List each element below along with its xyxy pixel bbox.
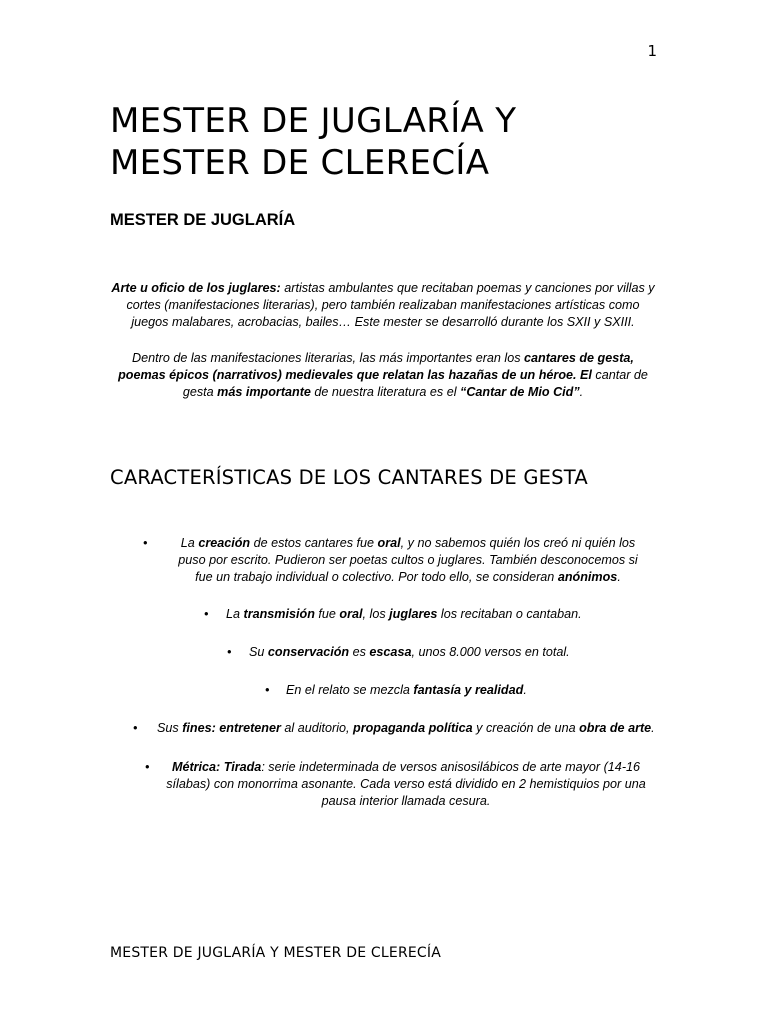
bullet2-bold-3: juglares [389,607,438,621]
bullet6-text-1: : serie indeterminada de versos anisosilábicos de arte mayor (14-16 sílabas) con monorrima asonante. Cada verso está dividido en 2 hemistiquios por una pausa interior llamada cesura. [166,760,646,808]
bullet2-text-4: los recitaban o cantaban. [437,607,582,621]
bullet2-bold-2: oral [339,607,363,621]
para2-bold-2: más importante [217,385,311,399]
bullet3-text-2: es [349,645,370,659]
title-line-1: MESTER DE JUGLARÍA Y [110,101,517,141]
para2-text-3: de nuestra literatura es el [310,385,461,399]
bullet-marker: • [204,607,209,621]
para2-text-4: . [579,385,584,399]
bullet6-bold-1: Métrica: Tirada [171,760,262,774]
para2-bold-1: cantares de gesta, poemas épicos (narrativos) medievales que relatan las hazañas de un héroe. El [118,351,634,382]
bullet5-bold-2: propaganda política [353,721,473,735]
bullet5-bold-3: obra de arte [579,721,652,735]
bullet3-bold-2: escasa [369,645,412,659]
bullet1-text-2: de estos cantares fue [250,536,378,550]
bullet3-text-3: , unos 8.000 versos en total. [411,645,570,659]
bullet-marker: • [227,645,232,659]
bullet1-bold-3: anónimos [557,570,618,584]
bullet3-text-1: Su [249,645,268,659]
bullet-item-fines [157,720,657,737]
bullet5-text-1: Sus [157,721,183,735]
bullet4-text-2: . [523,683,527,697]
bullet-item-creacion [168,535,648,586]
bullet2-text-1: La [226,607,244,621]
bullet4-text-1: En el relato se mezcla [286,683,414,697]
bullet1-bold-2: oral [377,536,401,550]
bullet4-bold-1: fantasía y realidad [413,683,524,697]
para2-bold-3: “Cantar de Mio Cid” [460,385,580,399]
bullet-marker: • [143,536,148,550]
characteristics-heading: CARACTERÍSTICAS DE LOS CANTARES DE GESTA [110,466,588,489]
title-line-2: MESTER DE CLERECÍA [110,143,490,183]
bullet-marker: • [145,760,150,774]
bullet-item-relato [286,682,646,699]
bullet5-text-3: y creación de una [472,721,580,735]
bullet2-text-3: , los [362,607,390,621]
para2-text-2: cantar de gesta [182,368,648,399]
paragraph-juglares [110,280,656,331]
bullet1-text-3: , y no sabemos quién los creó ni quién los puso por escrito. Pudieron ser poetas cultos o juglares. También desconocemos si fue un trabajo individual o colectivo. Por todo ello, se consideran [178,536,638,584]
para2-text-1: Dentro de las manifestaciones literarias, las más importantes eran los [132,351,525,365]
para1-text-1: artistas ambulantes que recitaban poemas y canciones por villas y cortes (manifestaciones literarias), pero también realizaban manifestaciones artísticas como juegos malabares, acrobacias, bailes… Este mester se desarrolló durante los SXII y SXIII. [126,281,655,329]
document-title [110,100,630,184]
bullet5-bold-1: fines: entretener [182,721,281,735]
bullet2-text-2: fue [314,607,340,621]
bullet-item-conservacion [249,644,649,661]
bullet1-bold-1: creación [198,536,251,550]
bullet-marker: • [133,721,138,735]
bullet5-text-2: al auditorio, [280,721,353,735]
bullet-marker: • [265,683,270,697]
bullet1-text-4: . [617,570,621,584]
bullet1-text-1: La [180,536,199,550]
bullet3-bold-1: conservación [267,645,350,659]
bullet5-text-4: . [651,721,655,735]
section-heading: MESTER DE JUGLARÍA [110,211,296,229]
para1-bold-1: Arte u oficio de los juglares: [111,281,281,295]
bullet2-bold-1: transmisión [243,607,315,621]
page-number: 1 [647,42,657,60]
paragraph-cantares [110,350,656,401]
page-footer: MESTER DE JUGLARÍA Y MESTER DE CLERECÍA [110,945,442,961]
bullet-item-metrica [160,759,652,810]
bullet-item-transmision [226,606,646,623]
